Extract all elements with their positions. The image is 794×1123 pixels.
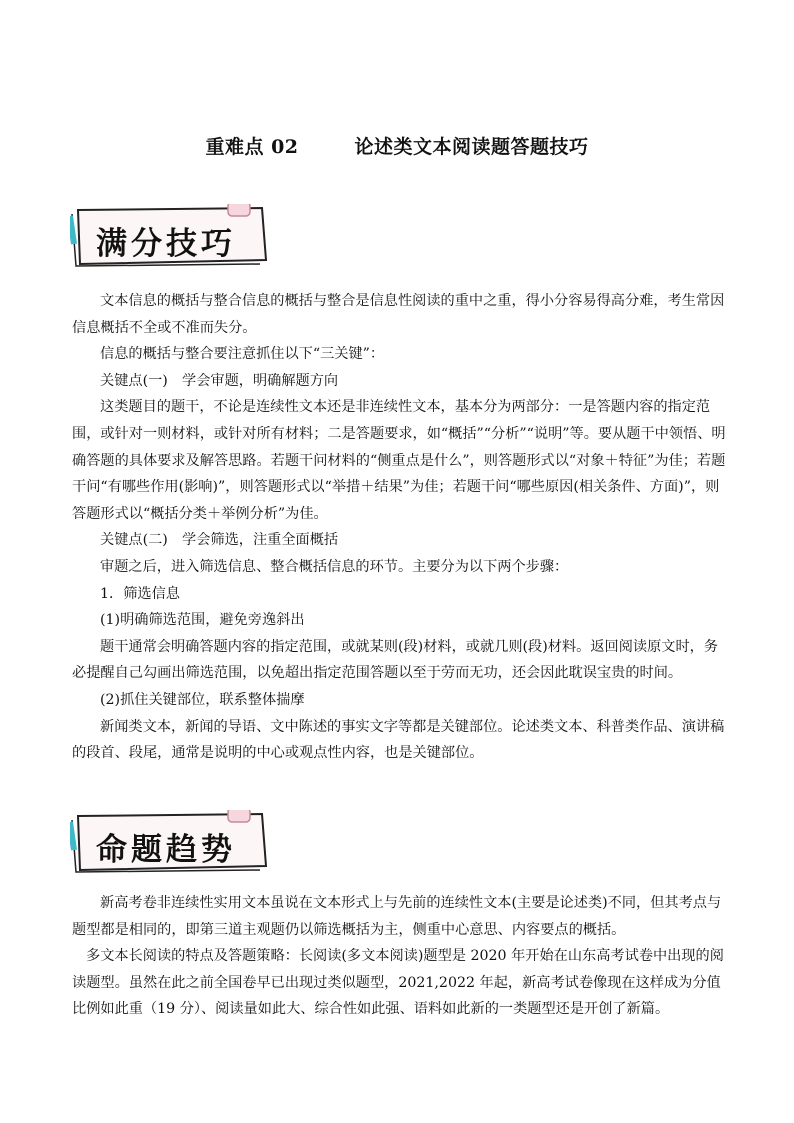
subheading: 关键点(一) 学会审题，明确解题方向 xyxy=(100,372,339,389)
subheading: 关键点(二) 学会筛选，注重全面概括 xyxy=(100,532,339,549)
section-tips-content xyxy=(72,288,728,767)
subheading: (2)抓住关键部位，联系整体揣摩 xyxy=(100,691,305,708)
subheading: (1)明确筛选范围，避免旁逸斜出 xyxy=(100,612,305,629)
paragraph: 信息的概括与整合要注意抓住以下“三关键”： xyxy=(100,346,385,363)
title-number: 重难点 02 xyxy=(205,136,299,158)
badge-trend-label: 命题趋势 xyxy=(96,832,236,868)
paragraph: 题干通常会明确答题内容的指定范围，或就某则(段)材料，或就几则(段)材料。返回阅读原文时，务必提醒自己勾画出筛选范围，以免超出指定范围答题以至于劳而无功，还会因此耽误宝贵的时间。 xyxy=(72,638,719,682)
title-text: 论述类文本阅读题答题技巧 xyxy=(354,136,589,158)
section-trend-content xyxy=(72,890,728,1023)
page-title xyxy=(0,132,794,159)
subheading: 1．筛选信息 xyxy=(100,585,180,602)
paragraph: 审题之后，进入筛选信息、整合概括信息的环节。主要分为以下两个步骤： xyxy=(100,558,569,575)
paragraph: 新高考卷非连续性实用文本虽说在文本形式上与先前的连续性文本(主要是论述类)不同，但其考点与题型都是相同的，即第三道主观题仍以筛选概括为主，侧重中心意思、内容要点的概括。 xyxy=(72,895,722,938)
section-badge-tips xyxy=(70,204,270,268)
paragraph: 多文本长阅读的特点及答题策略：长阅读(多文本阅读)题型是 2020 年开始在山东高考试卷中出现的阅读题型。虽然在此之前全国卷早已出现过类似题型，2021,2022 年起，新高考试卷像现在这样成为分值比例如此重（19 分）、阅读量如此大、综合性如此强、语料如此新的一类题型还是开创了新篇。 xyxy=(72,948,724,1018)
paragraph: 文本信息的概括与整合信息的概括与整合是信息性阅读的重中之重，得小分容易得高分难，考生常因信息概括不全或不准而失分。 xyxy=(72,293,725,336)
paragraph: 这类题目的题干，不论是连续性文本还是非连续性文本，基本分为两部分：一是答题内容的指定范围，或针对一则材料，或针对所有材料；二是答题要求，如“概括”“分析”“说明”等。要从题干中领悟、明确答题的具体要求及解答思路。若题干问材料的“侧重点是什么”，则答题形式以“对象＋特征”为佳；若题干问“有哪些作用(影响)”，则答题形式以“举措＋结果”为佳；若题干问“哪些原因(相关条件、方面)”，则答题形式以“概括分类＋举例分析”为佳。 xyxy=(72,399,726,522)
paragraph: 新闻类文本，新闻的导语、文中陈述的事实文字等都是关键部位。论述类文本、科普类作品、演讲稿的段首、段尾，通常是说明的中心或观点性内容，也是关键部位。 xyxy=(72,718,725,762)
section-badge-trend xyxy=(70,810,270,874)
badge-tips-label: 满分技巧 xyxy=(96,226,236,262)
